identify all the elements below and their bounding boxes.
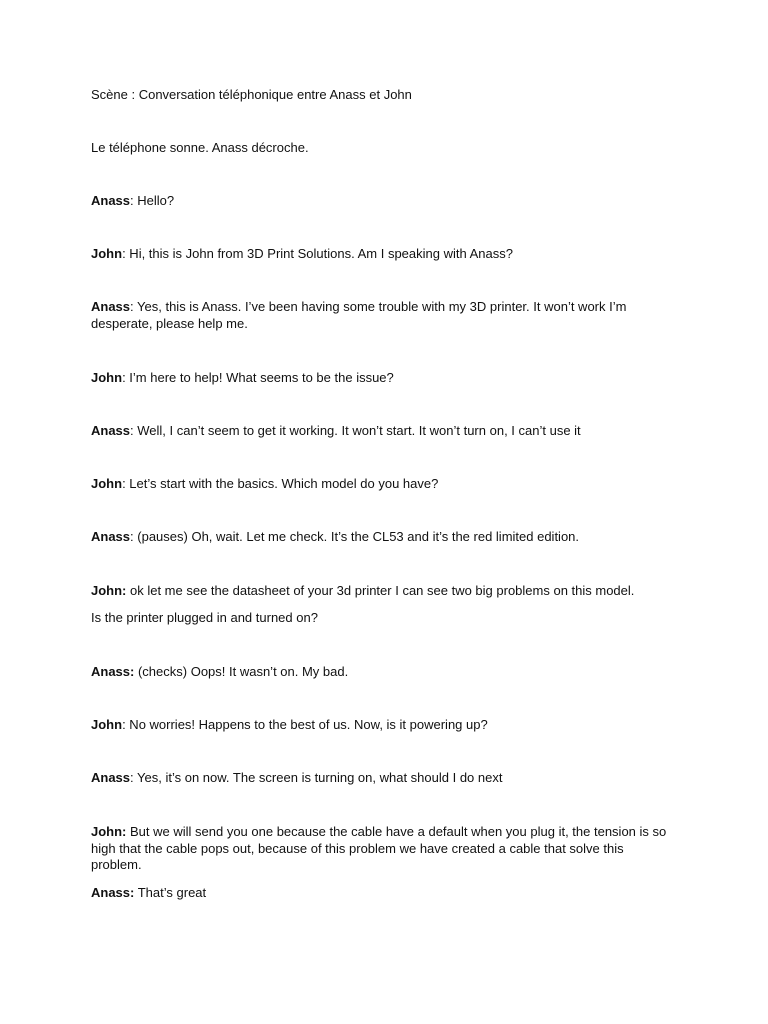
dialogue-line	[91, 583, 671, 600]
speaker-name: John:	[91, 824, 127, 839]
speaker-separator: :	[130, 770, 134, 785]
dialogue-text: (checks) Oops! It wasn’t on. My bad.	[134, 664, 349, 679]
speaker-separator: :	[122, 717, 126, 732]
dialogue-line	[91, 717, 671, 734]
speaker-separator: :	[130, 529, 134, 544]
dialogue-text: Yes, this is Anass. I’ve been having some trouble with my 3D printer. It won’t work I’m desperate, please help me.	[91, 299, 627, 331]
dialogue-text: Hi, this is John from 3D Print Solutions. Am I speaking with Anass?	[125, 246, 513, 261]
speaker-separator: :	[130, 423, 134, 438]
speaker-separator: :	[122, 476, 126, 491]
dialogue-text: (pauses) Oh, wait. Let me check. It’s the CL53 and it’s the red limited edition.	[133, 529, 580, 544]
dialogue-text: ok let me see the datasheet of your 3d printer I can see two big problems on this model.	[126, 583, 635, 598]
speaker-separator: :	[122, 246, 126, 261]
speaker-name: Anass	[91, 423, 131, 438]
dialogue-text: No worries! Happens to the best of us. Now, is it powering up?	[125, 717, 488, 732]
speaker-name: John	[91, 717, 123, 732]
dialogue-text: Hello?	[133, 193, 175, 208]
dialogue-line	[91, 476, 671, 493]
dialogue-line	[91, 193, 671, 210]
dialogue-line	[91, 529, 671, 546]
speaker-name: John	[91, 476, 123, 491]
dialogue-text: Let’s start with the basics. Which model do you have?	[125, 476, 439, 491]
dialogue-text: I’m here to help! What seems to be the issue?	[125, 370, 394, 385]
dialogue-text: Is the printer plugged in and turned on?	[91, 610, 318, 625]
dialogue-text: That’s great	[134, 885, 207, 900]
dialogue-line	[91, 370, 671, 387]
speaker-name: Anass	[91, 529, 131, 544]
speaker-name: Anass:	[91, 664, 135, 679]
dialogue-line	[91, 610, 671, 627]
stage-direction: Le téléphone sonne. Anass décroche.	[91, 140, 309, 155]
speaker-name: Anass	[91, 299, 131, 314]
dialogue-line	[91, 299, 671, 332]
dialogue-line	[91, 664, 671, 681]
speaker-name: Anass:	[91, 885, 135, 900]
dialogue-line	[91, 770, 671, 787]
speaker-separator: :	[122, 370, 126, 385]
dialogue-line	[91, 423, 671, 440]
dialogue-line	[91, 246, 671, 263]
dialogue-text: Well, I can’t seem to get it working. It won’t start. It won’t turn on, I can’t use it	[133, 423, 581, 438]
scene-title: Scène : Conversation téléphonique entre Anass et John	[91, 87, 412, 102]
speaker-name: John:	[91, 583, 127, 598]
speaker-name: Anass	[91, 770, 131, 785]
speaker-name: John	[91, 246, 123, 261]
dialogue-line	[91, 885, 671, 902]
dialogue-line	[91, 824, 671, 874]
speaker-separator: :	[130, 299, 134, 314]
dialogue-text: But we will send you one because the cable have a default when you plug it, the tension is so high that the cable pops out, because of this problem we have created a cable that solve this problem.	[91, 824, 667, 872]
speaker-name: Anass	[91, 193, 131, 208]
speaker-separator: :	[130, 193, 134, 208]
dialogue-text: Yes, it’s on now. The screen is turning on, what should I do next	[133, 770, 503, 785]
speaker-name: John	[91, 370, 123, 385]
